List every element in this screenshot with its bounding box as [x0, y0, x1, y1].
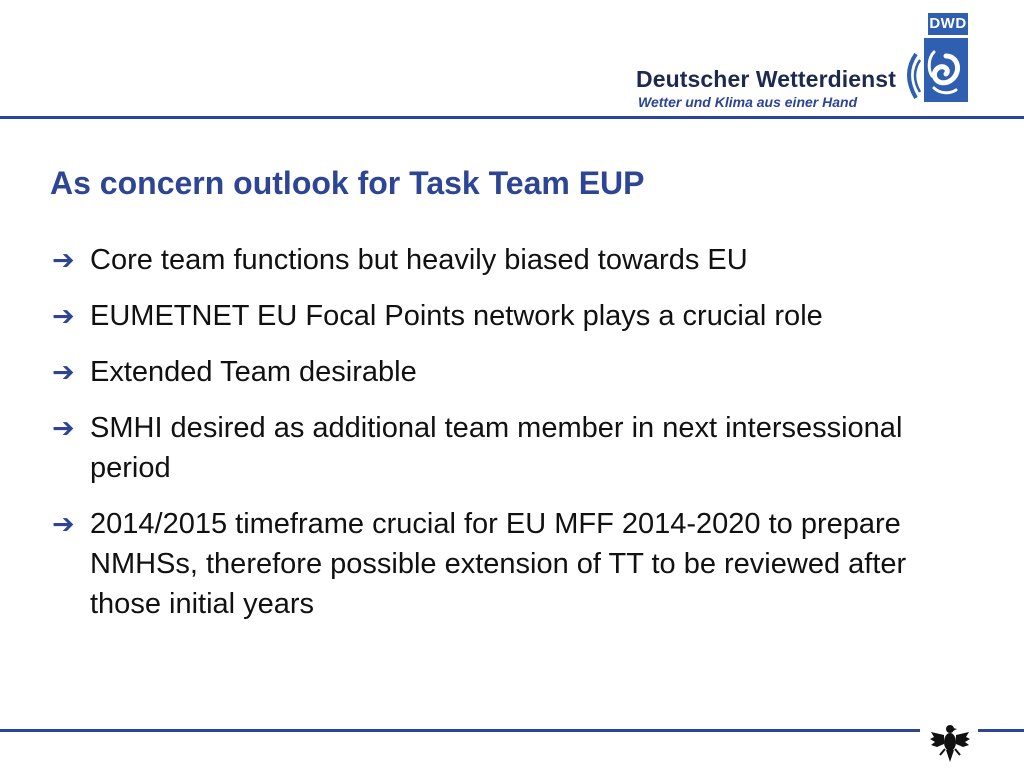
bullet-text: 2014/2015 timeframe crucial for EU MFF 2014-2020 to prepare NMHSs, therefore possible extension of TT to be reviewed after those initial years — [90, 508, 907, 620]
arrow-right-icon: ➔ — [52, 357, 75, 387]
dwd-swirl-icon — [898, 12, 972, 110]
arrow-right-icon: ➔ — [52, 301, 75, 331]
bullet-item — [52, 504, 982, 624]
arrow-right-icon: ➔ — [52, 245, 75, 275]
bullet-text: Extended Team desirable — [90, 356, 417, 388]
arrow-right-icon: ➔ — [52, 413, 75, 443]
bullet-item — [52, 296, 982, 336]
arrow-right-icon: ➔ — [52, 509, 75, 539]
footer-divider-right — [978, 729, 1024, 732]
org-slogan: Wetter und Klima aus einer Hand — [638, 94, 858, 110]
org-name: Deutscher Wetterdienst — [636, 66, 896, 92]
dwd-logo-text: DWD — [928, 13, 968, 35]
federal-eagle-icon — [928, 720, 972, 766]
bullet-list — [52, 240, 982, 640]
footer-divider — [0, 729, 920, 732]
dwd-logo — [898, 12, 972, 110]
bullet-item — [52, 352, 982, 392]
slide-title: As concern outlook for Task Team EUP — [50, 165, 645, 201]
bullet-item — [52, 240, 982, 280]
bullet-text: EUMETNET EU Focal Points network plays a crucial role — [90, 300, 823, 332]
bullet-text: Core team functions but heavily biased towards EU — [90, 244, 748, 276]
header-divider — [0, 116, 1024, 119]
bullet-text: SMHI desired as additional team member in next intersessional period — [90, 412, 903, 484]
bullet-item — [52, 408, 982, 488]
